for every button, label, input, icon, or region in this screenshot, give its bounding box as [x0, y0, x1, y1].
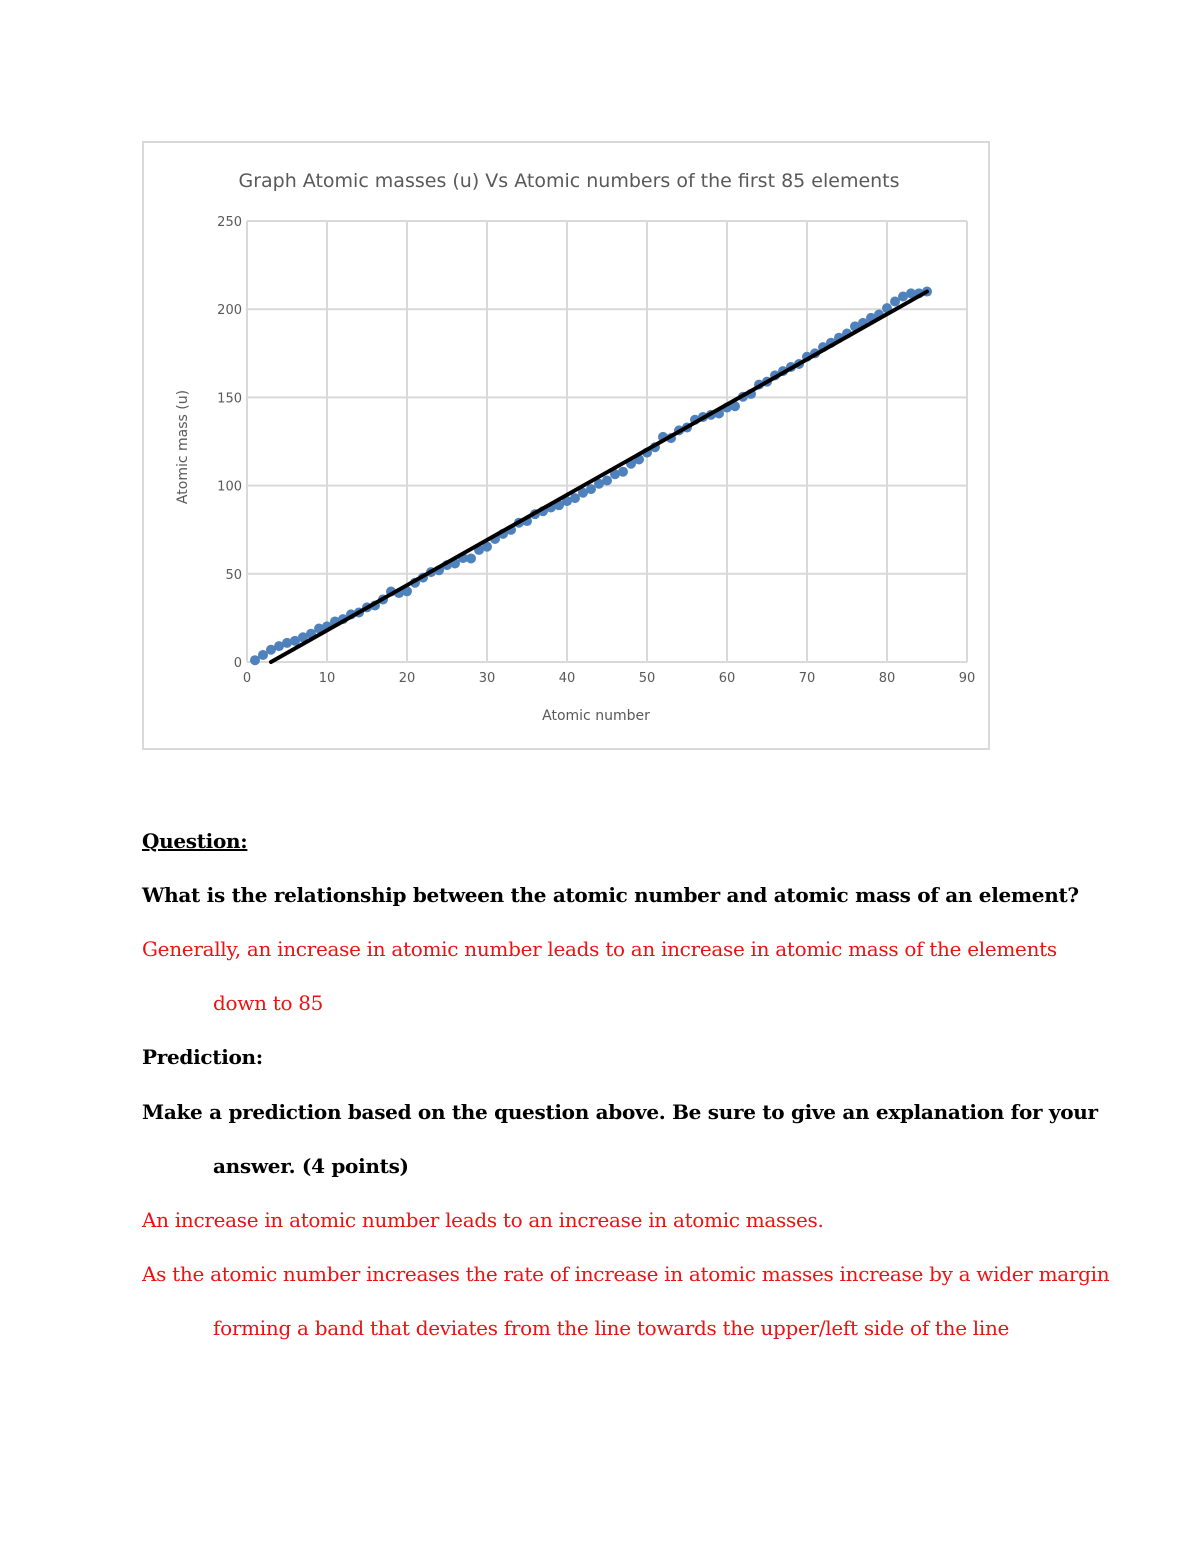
question-heading: Question: [142, 829, 248, 853]
x-tick-label: 70 [798, 671, 816, 686]
chart-trendline [271, 292, 927, 662]
data-point [466, 553, 476, 563]
answer-3-line-2: forming a band that deviates from the line towards the upper/left side of the line [213, 1316, 1010, 1340]
x-tick-label: 40 [558, 671, 576, 686]
y-tick-label: 50 [225, 567, 242, 583]
prediction-heading: Prediction: [142, 1045, 263, 1069]
chart-container [142, 141, 990, 750]
prediction-text-line-1: Make a prediction based on the question above. Be sure to give an explanation for your [142, 1100, 1098, 1124]
answer-2-line-1: An increase in atomic number leads to an increase in atomic masses. [142, 1208, 824, 1232]
x-tick-label: 50 [638, 671, 656, 686]
y-tick-label: 200 [217, 303, 242, 319]
chart-ticks [217, 215, 975, 686]
chart-title: Graph Atomic masses (u) Vs Atomic numbers of the first 85 elements [238, 170, 900, 192]
atomic-mass-chart [144, 143, 990, 750]
answer-1-line-1: Generally, an increase in atomic number leads to an increase in atomic mass of the elements [142, 937, 1057, 961]
x-tick-label: 30 [478, 671, 496, 686]
chart-grid [247, 221, 967, 662]
x-tick-label: 80 [878, 671, 896, 686]
x-axis-label: Atomic number [542, 708, 650, 724]
data-point [618, 467, 628, 477]
x-tick-label: 20 [398, 671, 416, 686]
y-tick-label: 150 [217, 391, 242, 407]
x-tick-label: 90 [958, 671, 976, 686]
answer-3-line-1: As the atomic number increases the rate of increase in atomic masses increase by a wider margin [142, 1262, 1110, 1286]
chart-data-points [250, 287, 932, 666]
data-point [602, 475, 612, 485]
x-tick-label: 10 [318, 671, 336, 686]
prediction-text-line-2: answer. (4 points) [213, 1154, 409, 1178]
x-tick-label: 0 [242, 671, 252, 686]
x-tick-label: 60 [718, 671, 736, 686]
y-axis-label: Atomic mass (u) [175, 389, 191, 505]
answer-1-line-2: down to 85 [213, 991, 324, 1015]
question-text: What is the relationship between the atomic number and atomic mass of an element? [142, 883, 1079, 907]
y-tick-label: 0 [233, 656, 242, 671]
y-tick-label: 100 [217, 479, 242, 495]
trendline [271, 292, 927, 662]
y-tick-label: 250 [217, 215, 242, 230]
